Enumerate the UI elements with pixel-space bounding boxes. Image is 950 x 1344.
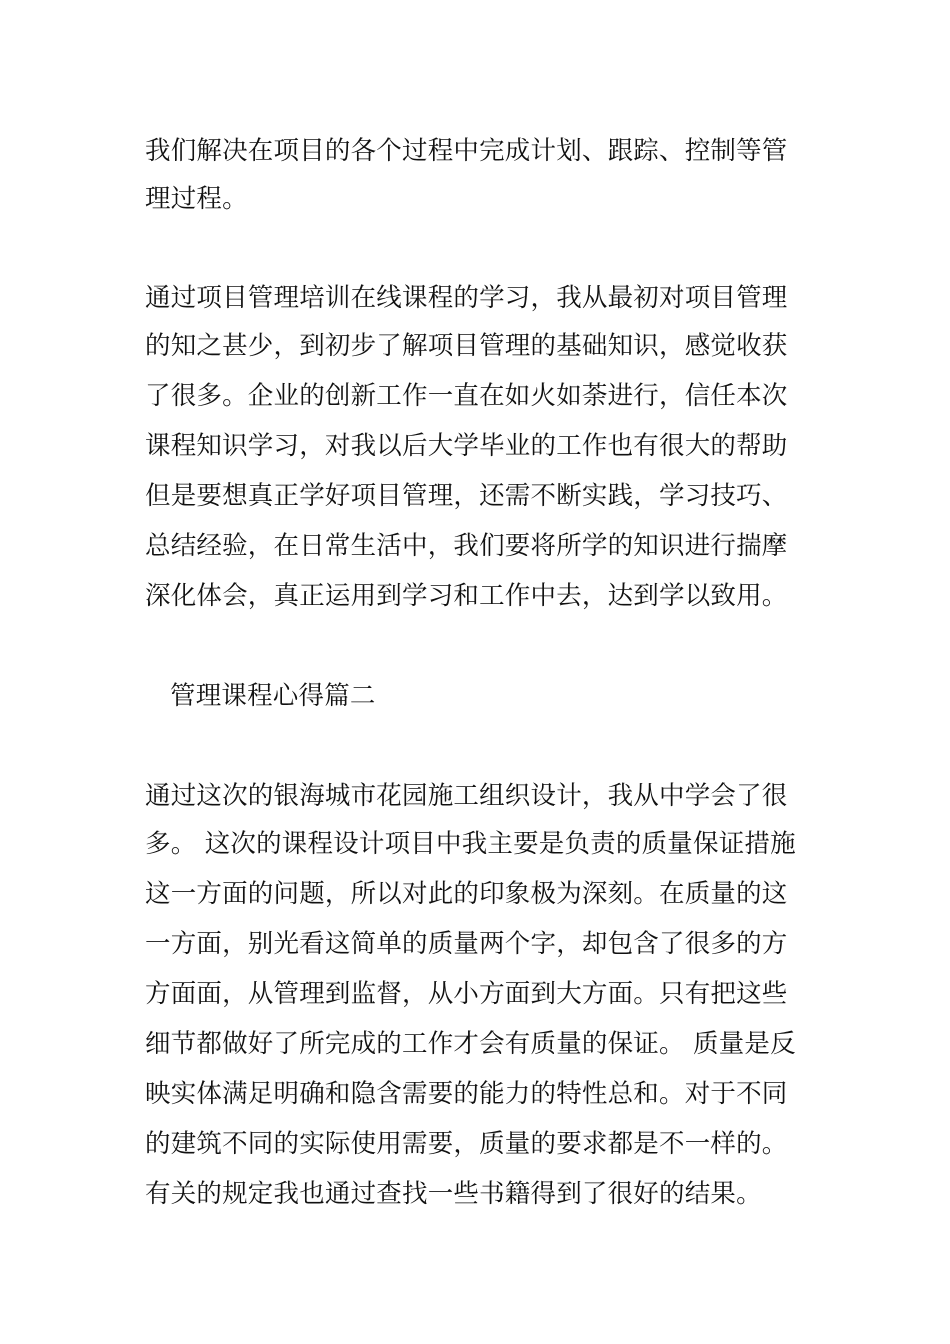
section-heading: 管理课程心得篇二 — [170, 681, 376, 711]
paragraph-2-line-1: 通过项目管理培训在线课程的学习，我从最初对项目管理 — [145, 283, 788, 313]
paragraph-3-line-7: 映实体满足明确和隐含需要的能力的特性总和。对于不同 — [145, 1079, 788, 1109]
paragraph-3-line-3: 这一方面的问题，所以对此的印象极为深刻。在质量的这 — [145, 879, 788, 909]
paragraph-3-line-5: 方面面，从管理到监督，从小方面到大方面。只有把这些 — [145, 979, 788, 1009]
paragraph-1-line-2: 理过程。 — [145, 184, 248, 214]
paragraph-1-line-1: 我们解决在项目的各个过程中完成计划、跟踪、控制等管 — [145, 136, 788, 166]
paragraph-3-line-9: 有关的规定我也通过查找一些书籍得到了很好的结果。 — [145, 1179, 762, 1209]
paragraph-3-line-8: 的建筑不同的实际使用需要，质量的要求都是不一样的。 — [145, 1129, 788, 1159]
paragraph-2-line-7: 深化体会，真正运用到学习和工作中去，达到学以致用。 — [145, 581, 788, 611]
paragraph-3-line-2: 多。 这次的课程设计项目中我主要是负责的质量保证措施 — [145, 829, 796, 859]
paragraph-3-line-6: 细节都做好了所完成的工作才会有质量的保证。 质量是反 — [145, 1029, 796, 1059]
paragraph-2-line-2: 的知之甚少，到初步了解项目管理的基础知识，感觉收获 — [145, 331, 788, 361]
paragraph-3-line-4: 一方面，别光看这简单的质量两个字，却包含了很多的方 — [145, 929, 788, 959]
paragraph-2-line-4: 课程知识学习，对我以后大学毕业的工作也有很大的帮助 — [145, 431, 788, 461]
paragraph-2-line-3: 了很多。企业的创新工作一直在如火如荼进行，信任本次 — [145, 381, 788, 411]
paragraph-2-line-5: 但是要想真正学好项目管理，还需不断实践，学习技巧、 — [145, 481, 788, 511]
paragraph-3-line-1: 通过这次的银海城市花园施工组织设计，我从中学会了很 — [145, 781, 788, 811]
paragraph-2-line-6: 总结经验，在日常生活中，我们要将所学的知识进行揣摩 — [145, 531, 788, 561]
